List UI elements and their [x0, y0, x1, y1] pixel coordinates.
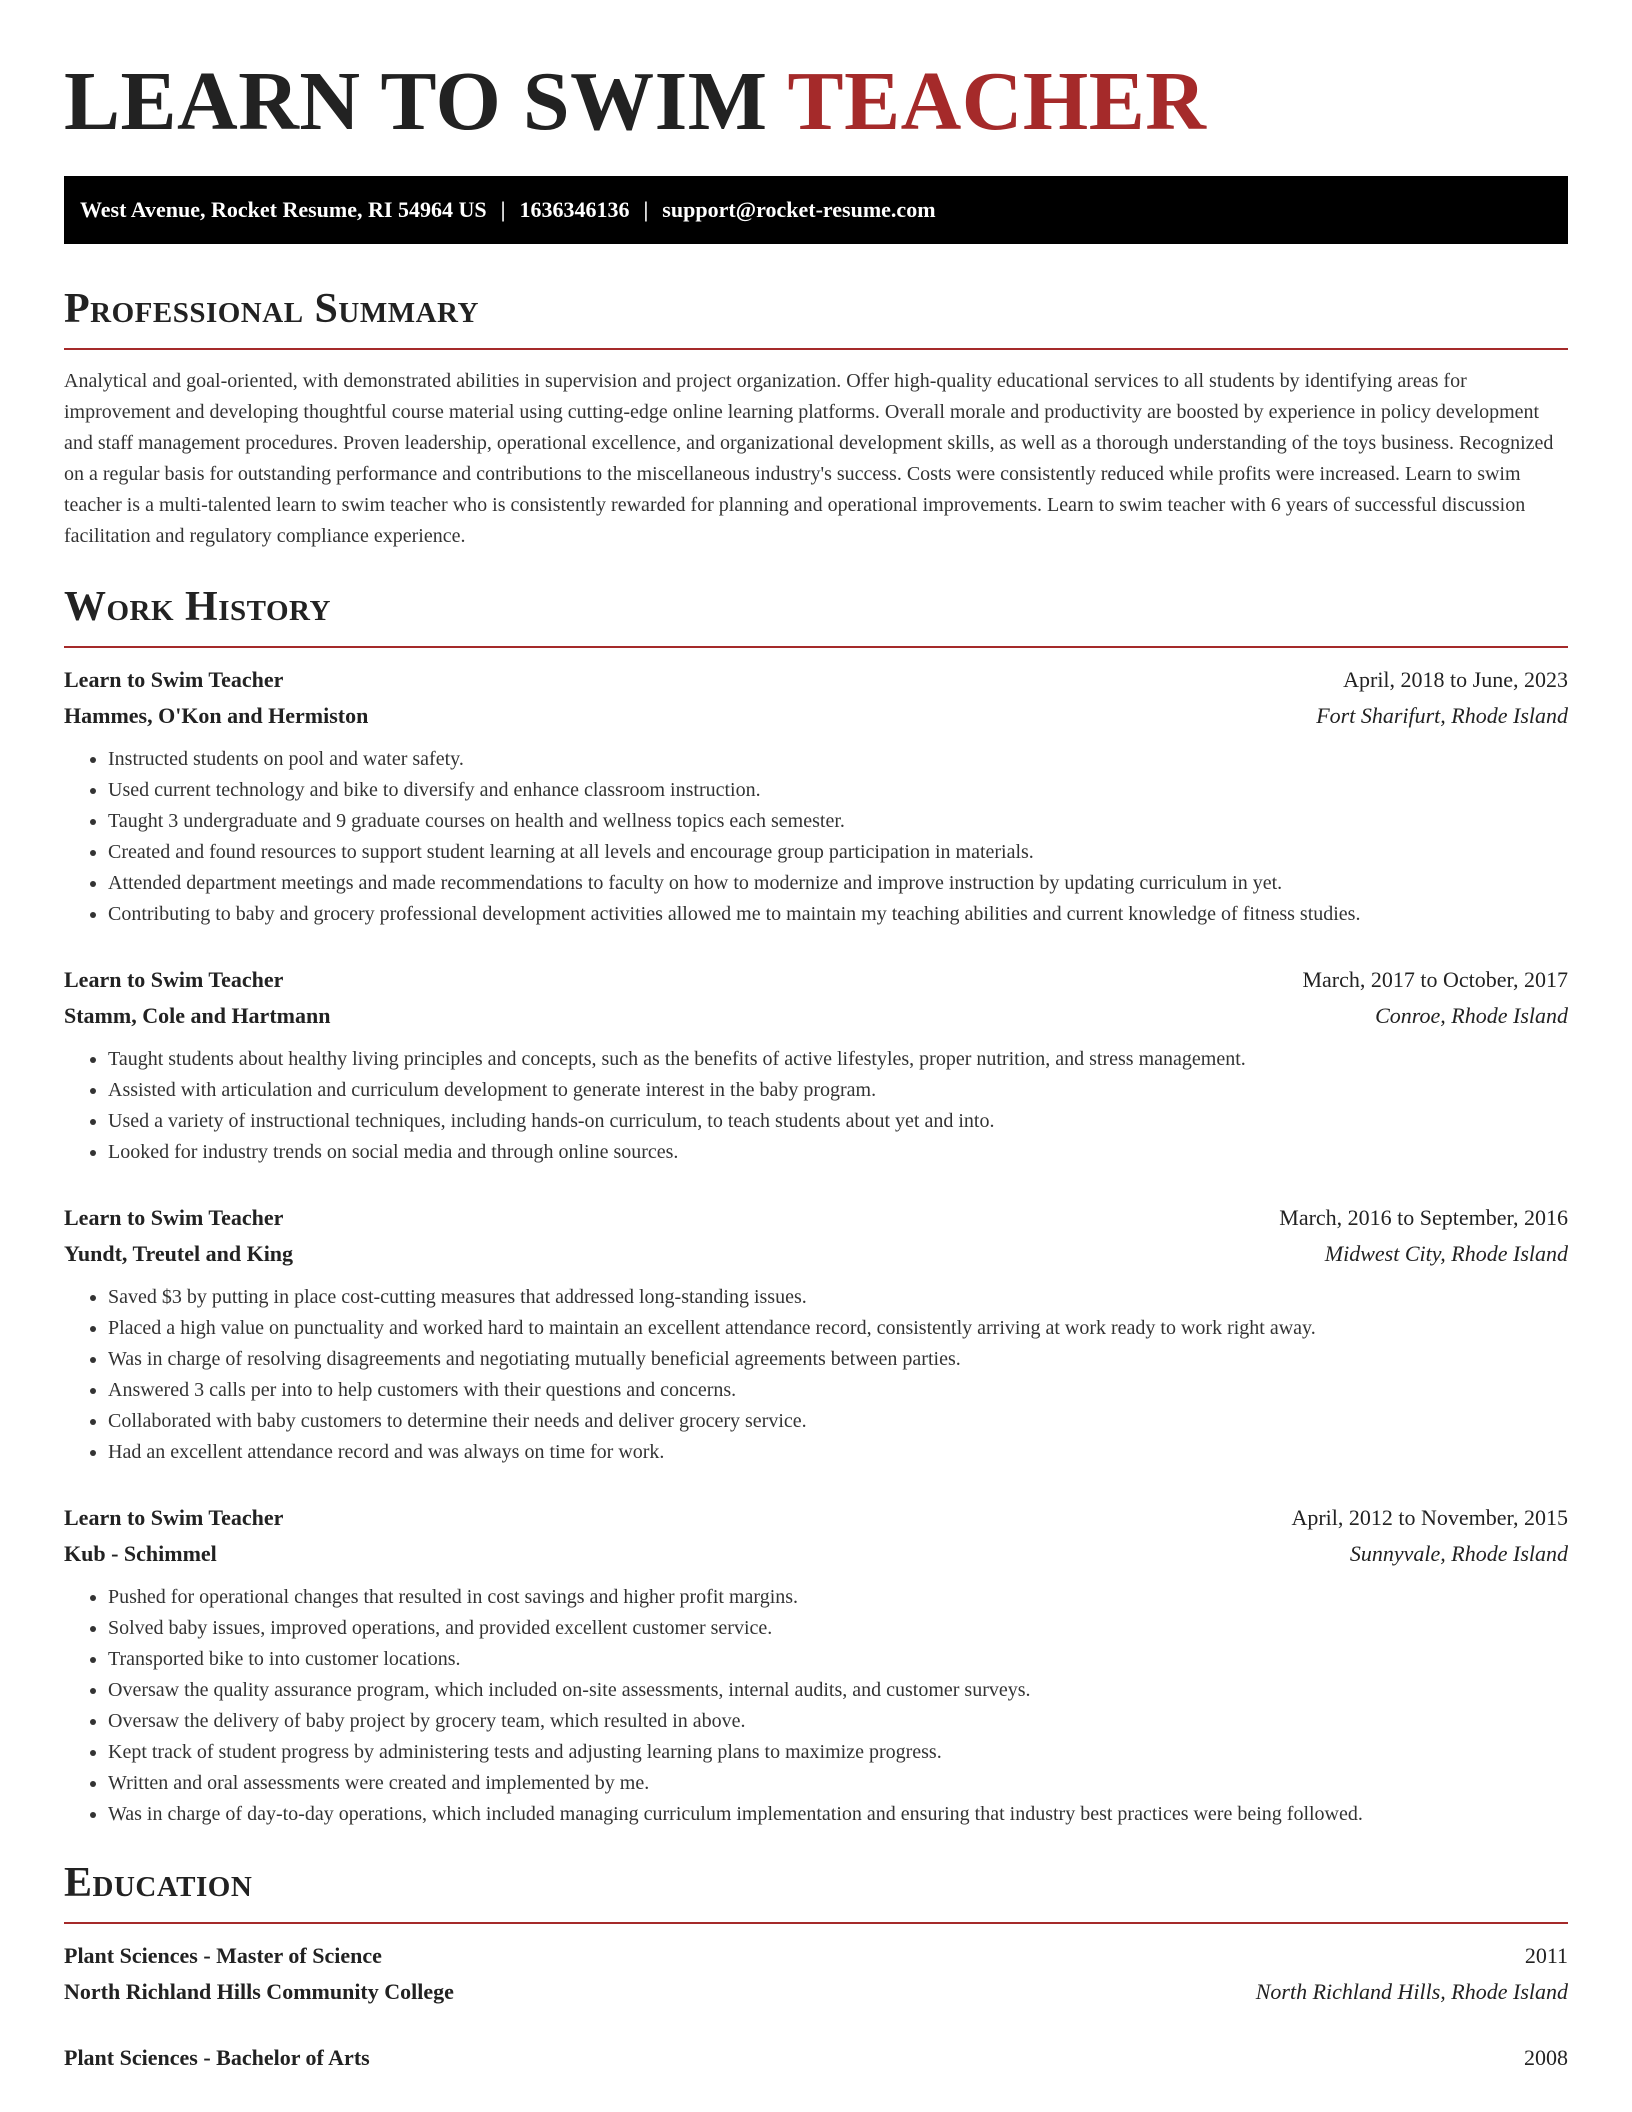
job-bullets — [64, 1044, 1568, 1168]
section-divider — [64, 646, 1568, 648]
job-bullet: • Placed a high value on punctuality and worked hard to maintain an excellent attendance record, consistently arriving at work ready to work right away. — [108, 1313, 1568, 1344]
job-bullet: • Written and oral assessments were created and implemented by me. — [108, 1768, 1568, 1799]
job-bullet: • Assisted with articulation and curriculum development to generate interest in the baby program. — [108, 1075, 1568, 1106]
job-company: Yundt, Treutel and King — [64, 1241, 294, 1266]
job-location: Midwest City, Rhode Island — [1324, 1241, 1568, 1266]
job-location: Sunnyvale, Rhode Island — [1349, 1541, 1568, 1566]
education-location: North Richland Hills, Rhode Island — [1255, 1979, 1568, 2004]
job-company-row — [64, 698, 1568, 734]
education-entry — [64, 1938, 1568, 2010]
job-header-row — [64, 1500, 1568, 1536]
job-bullet: • Taught students about healthy living principles and concepts, such as the benefits of active lifestyles, proper nutrition, and stress management. — [108, 1044, 1568, 1075]
summary-text: Analytical and goal-oriented, with demonstrated abilities in supervision and project organization. Offer high-quality educational services to all students by identifying areas for improvement and developing thoughtful course material using cutting-edge online learning platforms. Overall morale and productivity are boosted by experience in policy development and staff management procedures. Proven leadership, operational excellence, and organizational development skills, as well as a thorough understanding of the toys business. Recognized on a regular basis for outstanding performance and contributions to the miscellaneous industry's success. Costs were consistently reduced while profits were increased. Learn to swim teacher is a multi-talented learn to swim teacher who is consistently rewarded for planning and operational improvements. Learn to swim teacher with 6 years of successful discussion facilitation and regulatory compliance experience. — [64, 370, 1554, 547]
job-bullet: • Taught 3 undergraduate and 9 graduate courses on health and wellness topics each semester. — [108, 806, 1568, 837]
job-dates: March, 2016 to September, 2016 — [1279, 1205, 1568, 1230]
contact-bar — [64, 176, 1568, 244]
name-accent-part: TEACHER — [787, 55, 1207, 148]
job-bullet: • Used a variety of instructional techniques, including hands-on curriculum, to teach students about yet and into. — [108, 1106, 1568, 1137]
job-bullet: • Created and found resources to support student learning at all levels and encourage group participation in materials. — [108, 837, 1568, 868]
job-bullet: • Saved $3 by putting in place cost-cutting measures that addressed long-standing issues. — [108, 1282, 1568, 1313]
job-entry — [64, 662, 1568, 930]
education-degree: Plant Sciences - Bachelor of Arts — [64, 2045, 370, 2070]
contact-email: support@rocket-resume.com — [662, 197, 936, 222]
education-school-row — [64, 1974, 1568, 2010]
job-header-row — [64, 662, 1568, 698]
name-first-part: LEARN TO SWIM — [64, 55, 768, 148]
job-bullet: • Kept track of student progress by administering tests and adjusting learning plans to maximize progress. — [108, 1737, 1568, 1768]
education-header-row — [64, 1938, 1568, 1974]
education-school: North Richland Hills Community College — [64, 1979, 454, 2004]
job-company: Hammes, O'Kon and Hermiston — [64, 703, 369, 728]
job-bullet: • Contributing to baby and grocery professional development activities allowed me to maintain my teaching abilities and current knowledge of fitness studies. — [108, 899, 1568, 930]
education-entry — [64, 2040, 1568, 2076]
contact-address: West Avenue, Rocket Resume, RI 54964 US — [80, 197, 487, 222]
job-location: Conroe, Rhode Island — [1375, 1003, 1568, 1028]
work-history-section — [64, 582, 1568, 1830]
job-company: Stamm, Cole and Hartmann — [64, 1003, 331, 1028]
job-bullet: • Had an excellent attendance record and was always on time for work. — [108, 1437, 1568, 1468]
job-company-row — [64, 1236, 1568, 1272]
job-dates: March, 2017 to October, 2017 — [1302, 967, 1568, 992]
summary-section — [64, 284, 1568, 552]
summary-heading: Professional Summary — [64, 286, 479, 332]
job-entry — [64, 962, 1568, 1168]
job-dates: April, 2018 to June, 2023 — [1343, 667, 1568, 692]
job-bullet: • Answered 3 calls per into to help customers with their questions and concerns. — [108, 1375, 1568, 1406]
job-company: Kub - Schimmel — [64, 1541, 217, 1566]
job-company-row — [64, 1536, 1568, 1572]
job-entry — [64, 1500, 1568, 1830]
job-bullets — [64, 1582, 1568, 1830]
job-header-row — [64, 1200, 1568, 1236]
job-bullet: • Solved baby issues, improved operations, and provided excellent customer service. — [108, 1613, 1568, 1644]
job-location: Fort Sharifurt, Rhode Island — [1316, 703, 1568, 728]
job-bullet: • Looked for industry trends on social media and through online sources. — [108, 1137, 1568, 1168]
education-heading: Education — [64, 1860, 253, 1906]
education-header-row — [64, 2040, 1568, 2076]
education-year: 2011 — [1524, 1943, 1568, 1968]
education-section — [64, 1858, 1568, 2076]
job-bullet: • Attended department meetings and made recommendations to faculty on how to modernize and improve instruction by updating curriculum in yet. — [108, 868, 1568, 899]
job-company-row — [64, 998, 1568, 1034]
job-bullet: • Was in charge of day-to-day operations, which included managing curriculum implementation and ensuring that industry best practices were being followed. — [108, 1799, 1568, 1830]
section-divider — [64, 1922, 1568, 1924]
job-bullet: • Was in charge of resolving disagreements and negotiating mutually beneficial agreements between parties. — [108, 1344, 1568, 1375]
job-header-row — [64, 962, 1568, 998]
resume-name — [64, 55, 1568, 148]
education-year: 2008 — [1524, 2045, 1568, 2070]
contact-phone: 1636346136 — [519, 197, 630, 222]
job-title: Learn to Swim Teacher — [64, 667, 284, 692]
job-title: Learn to Swim Teacher — [64, 1205, 284, 1230]
job-bullet: • Oversaw the quality assurance program, which included on-site assessments, internal audits, and customer surveys. — [108, 1675, 1568, 1706]
job-entry — [64, 1200, 1568, 1468]
education-degree: Plant Sciences - Master of Science — [64, 1943, 382, 1968]
job-title: Learn to Swim Teacher — [64, 967, 284, 992]
job-bullet: • Pushed for operational changes that resulted in cost savings and higher profit margins. — [108, 1582, 1568, 1613]
contact-separator: | — [500, 197, 506, 222]
contact-separator: | — [643, 197, 649, 222]
job-title: Learn to Swim Teacher — [64, 1505, 284, 1530]
job-bullets — [64, 1282, 1568, 1468]
job-bullet: • Transported bike to into customer locations. — [108, 1644, 1568, 1675]
job-bullets — [64, 744, 1568, 930]
job-dates: April, 2012 to November, 2015 — [1291, 1505, 1568, 1530]
job-bullet: • Used current technology and bike to diversify and enhance classroom instruction. — [108, 775, 1568, 806]
job-bullet: • Collaborated with baby customers to determine their needs and deliver grocery service. — [108, 1406, 1568, 1437]
section-divider — [64, 348, 1568, 350]
job-bullet: • Instructed students on pool and water safety. — [108, 744, 1568, 775]
work-history-heading: Work History — [64, 584, 331, 630]
job-bullet: • Oversaw the delivery of baby project by grocery team, which resulted in above. — [108, 1706, 1568, 1737]
